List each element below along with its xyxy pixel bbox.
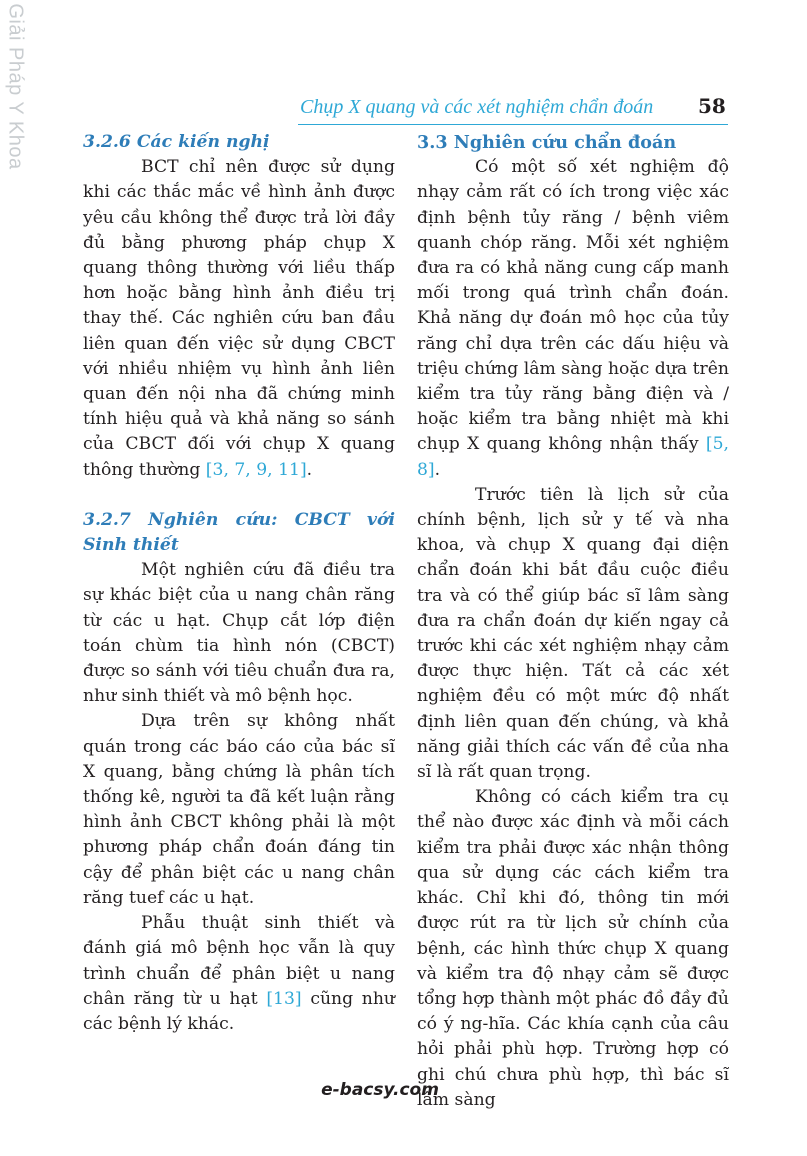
paragraph: BCT chỉ nên được sử dụng khi các thắc mắc về hình ảnh được yêu cầu không thể được trả lời đầy đủ bằng phương pháp chụp X quang thông thường với liều thấp hơn hoặc bằng hình ảnh điều trị thay thế. Các nghiên cứu ban đầu liên quan đến việc sử dụng CBCT với nhiều nhiệm vụ hình ảnh liên quan đến nội nha đã chứng minh tính hiệu quả và khả năng so sánh của CBCT đối với chụp X quang thông thường [3, 7, 9, 11]. bbox=[83, 157, 395, 480]
paragraph: Dựa trên sự không nhất quán trong các báo cáo của bác sĩ X quang, bằng chứng là phân tích thống kê, người ta đã kết luận rằng hình ảnh CBCT không phải là một phương pháp chẩn đoán đáng tin cậy để phân biệt các u nang chân răng tuef các u hạt. bbox=[83, 711, 395, 908]
left-column bbox=[83, 130, 395, 1037]
header-rule bbox=[298, 124, 728, 125]
section-heading-3-2-7: 3.2.7 Nghiên cứu: CBCT với Sinh thiết bbox=[83, 509, 395, 556]
spacer bbox=[83, 483, 395, 508]
paragraph: Không có cách kiểm tra cụ thể nào được xác định và mỗi cách kiểm tra phải được xác nhận thông qua sử dụng các cách kiểm tra khác. Chỉ khi đó, thông tin mới được rút ra từ lịch sử chính của bệnh, các hình thức chụp X quang và kiểm tra độ nhạy cảm sẽ được tổng hợp thành một phác đồ đầy đủ có ý ng-hĩa. Các khía cạnh của câu hỏi phải phù hợp. Trường hợp có ghi chú chưa phù hợp, thì bác sĩ lâm sàng bbox=[417, 787, 729, 1110]
section-heading-3-2-6: 3.2.6 Các kiến nghị bbox=[83, 132, 270, 152]
citation-link[interactable]: [5, 8] bbox=[417, 434, 729, 480]
paragraph: Có một số xét nghiệm độ nhạy cảm rất có ích trong việc xác định bệnh tủy răng / bệnh viêm quanh chóp răng. Mỗi xét nghiệm đưa ra có khả năng cung cấp manh mối trong quá trình chẩn đoán. Khả năng dự đoán mô học của tủy răng chỉ dựa trên các dấu hiệu và triệu chứng lâm sàng hoặc dựa trên kiểm tra tủy răng bằng điện và / hoặc kiểm tra bằng nhiệt mà khi chụp X quang không nhận thấy [5, 8]. bbox=[417, 157, 729, 480]
citation-link[interactable]: [13] bbox=[266, 988, 302, 1009]
paragraph: Phẫu thuật sinh thiết và đánh giá mô bệnh học vẫn là quy trình chuẩn để phân biệt u nang chân răng từ u hạt [13] cũng như các bệnh lý khác. bbox=[83, 913, 396, 1034]
page-number: 58 bbox=[698, 94, 726, 118]
paragraph: Trước tiên là lịch sử của chính bệnh, lịch sử y tế và nha khoa, và chụp X quang đại diện chẩn đoán khi bắt đầu cuộc điều tra và có thể giúp bác sĩ lâm sàng đưa ra chẩn đoán dự kiến ngay cả trước khi các xét nghiệm nhạy cảm được thực hiện. Tất cả các xét nghiệm đều có một mức độ nhất định liên quan đến chúng, và khả năng giải thích các vấn đề của nha sĩ là rất quan trọng. bbox=[417, 484, 729, 783]
footer-site-name: e-bacsy.com bbox=[321, 1080, 439, 1100]
paragraph: Một nghiên cứu đã điều tra sự khác biệt của u nang chân răng từ các u hạt. Chụp cắt lớp điện toán chùm tia hình nón (CBCT) được so sánh với tiêu chuẩn đưa ra, như sinh thiết và mô bệnh học. bbox=[83, 560, 395, 707]
right-column bbox=[417, 130, 729, 1113]
side-brand-watermark: Giải Pháp Y Khoa bbox=[4, 3, 27, 170]
section-heading-3-3: 3.3 Nghiên cứu chẩn đoán bbox=[417, 132, 677, 153]
header-title: Chụp X quang và các xét nghiệm chẩn đoán bbox=[300, 96, 654, 118]
citation-link[interactable]: [3, 7, 9, 11] bbox=[205, 459, 307, 480]
